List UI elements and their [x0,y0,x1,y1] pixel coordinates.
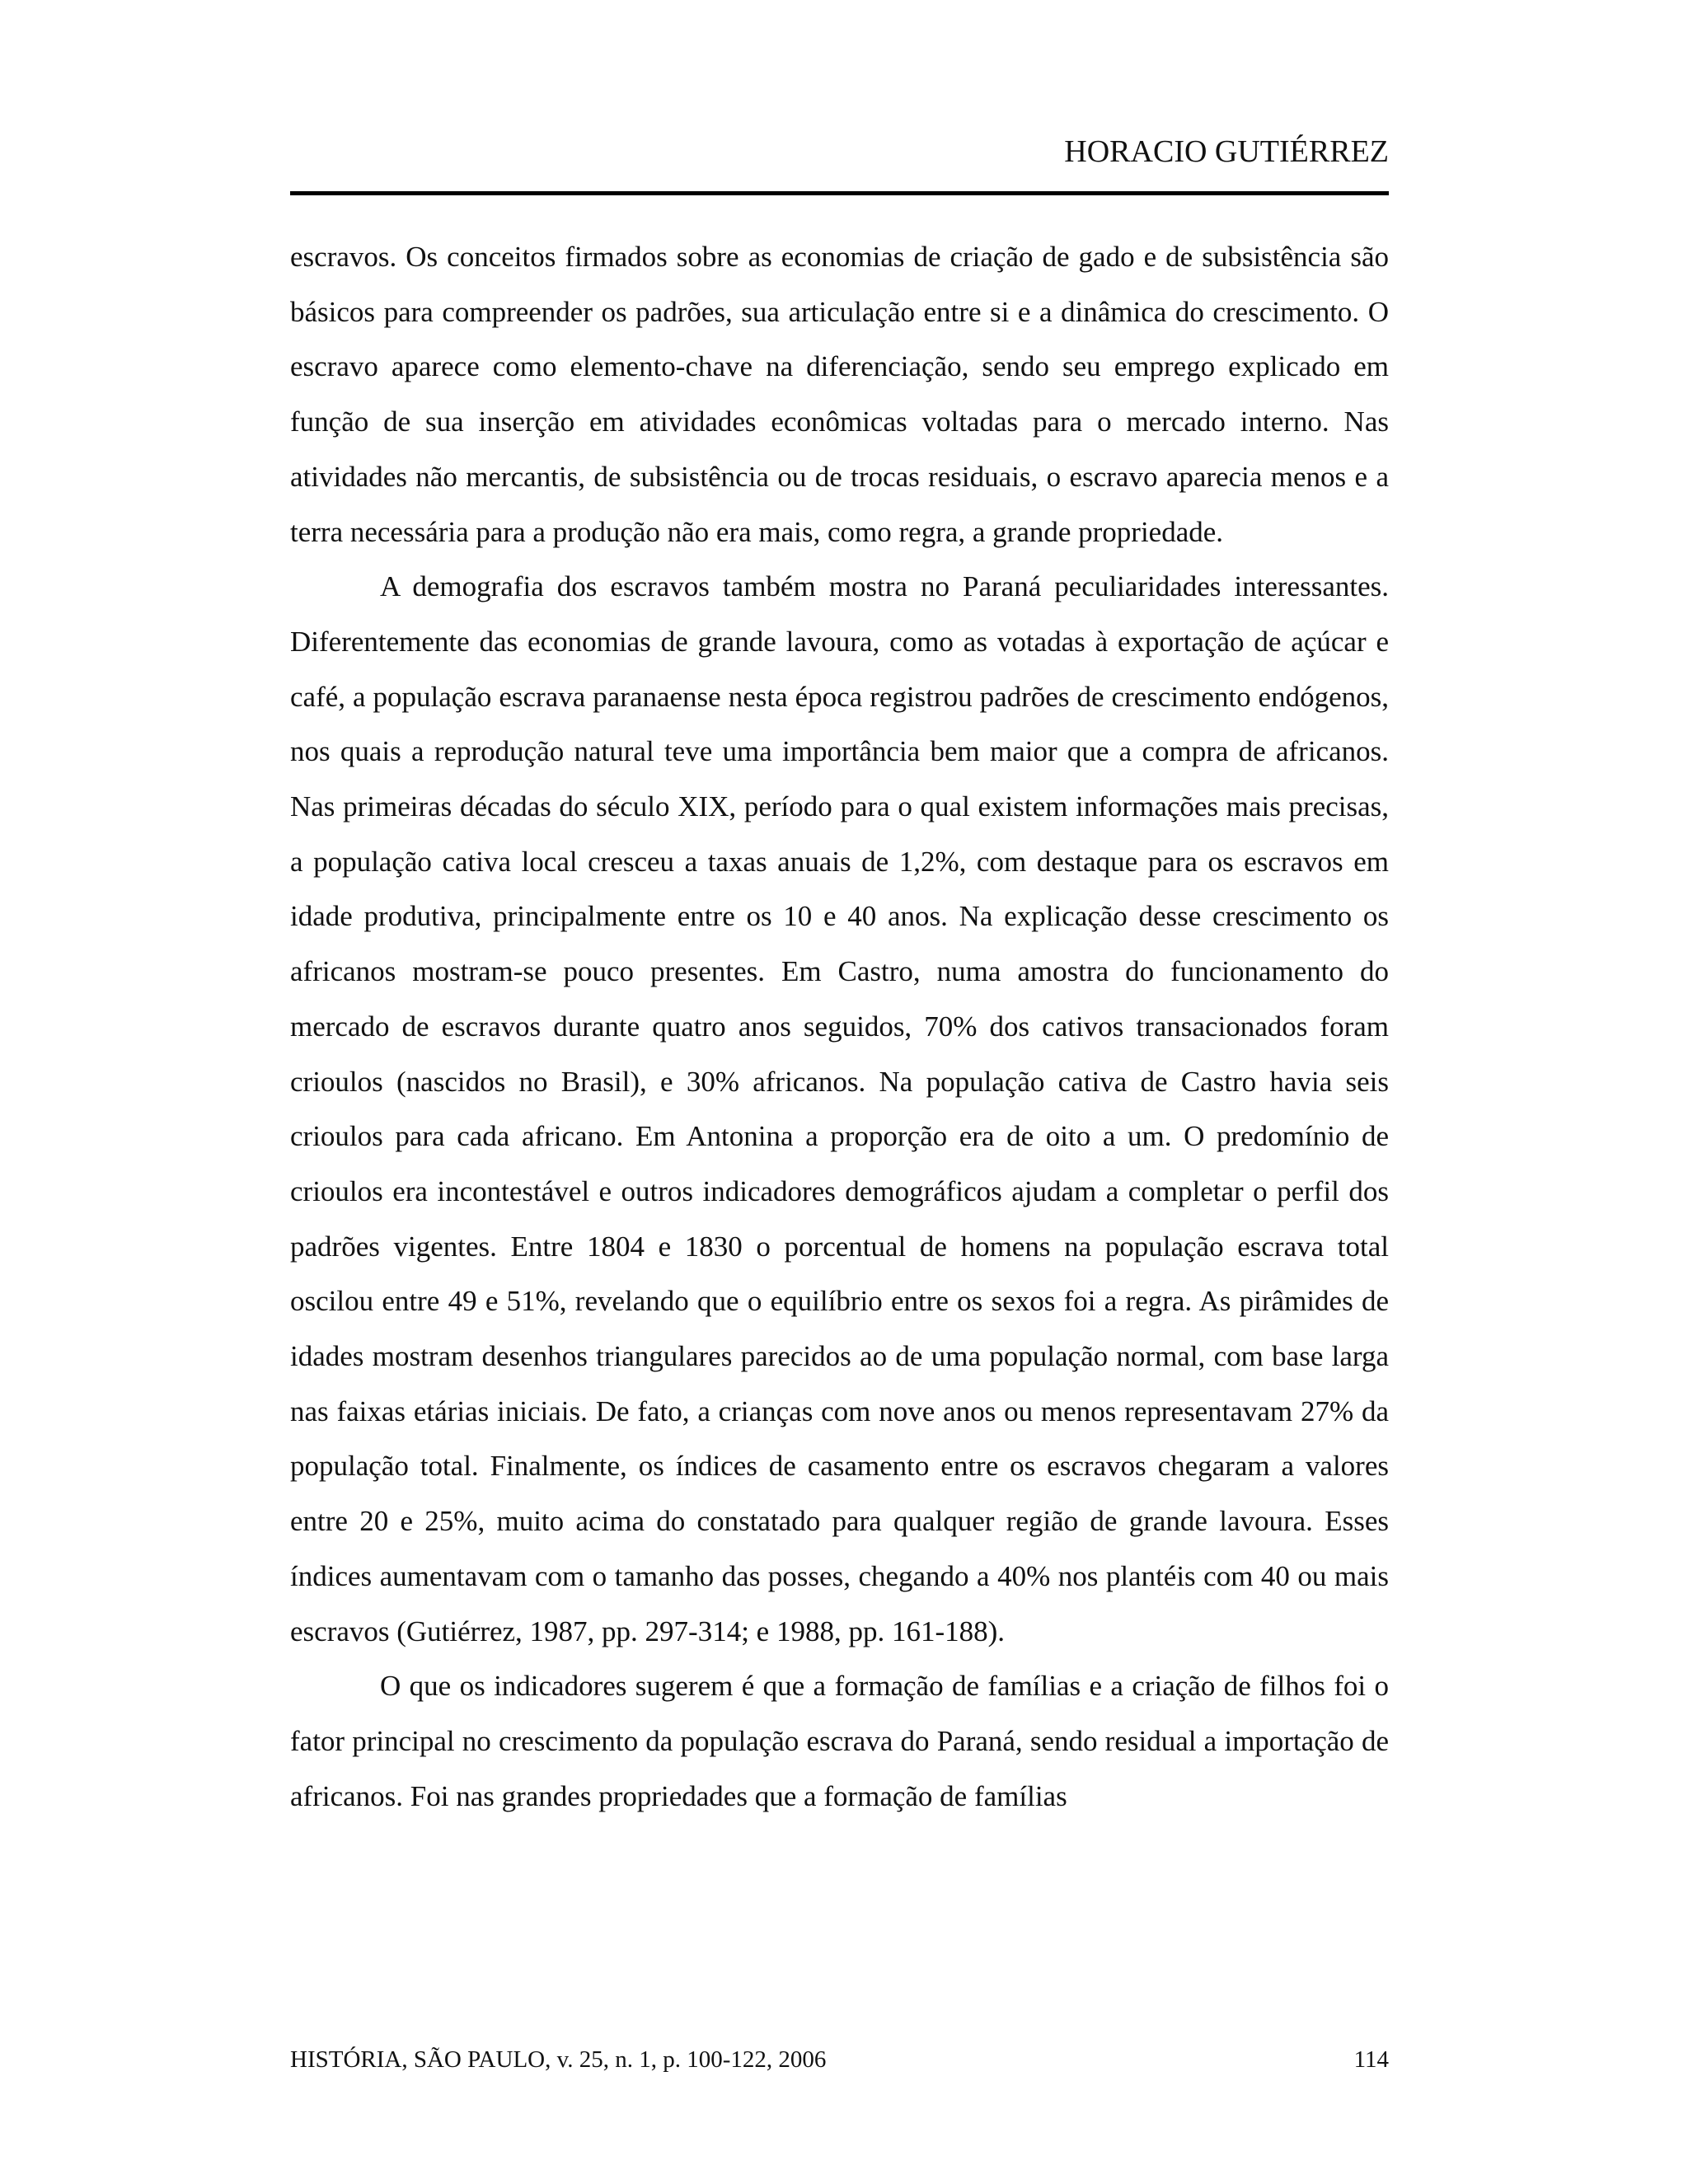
journal-citation: HISTÓRIA, SÃO PAULO, v. 25, n. 1, p. 100-122, 2006 [290,2046,827,2073]
header-author: HORACIO GUTIÉRREZ [1064,134,1389,169]
paragraph-3: O que os indicadores sugerem é que a formação de famílias e a criação de filhos foi o fator principal no crescimento da população escrava do Paraná, sendo residual a importação de africanos. Foi nas grandes propriedades que a formação de famílias [290,1670,1389,1812]
running-footer [290,2039,1389,2080]
article-body [290,230,1389,1824]
page-number: 114 [1353,2046,1389,2073]
paragraph-1: escravos. Os conceitos firmados sobre as economias de criação de gado e de subsistência são básicos para compreender os padrões, sua articulação entre si e a dinâmica do crescimento. O escravo aparece como elemento-chave na diferenciação, sendo seu emprego explicado em função de sua inserção em atividades econômicas voltadas para o mercado interno. Nas atividades não mercantis, de subsistência ou de trocas residuais, o escravo aparecia menos e a terra necessária para a produção não era mais, como regra, a grande propriedade. [290,241,1389,548]
running-header [290,132,1389,195]
paragraph-2: A demografia dos escravos também mostra no Paraná peculiaridades interessantes. Diferentemente das economias de grande lavoura, como as votadas à exportação de açúcar e café, a população escrava paranaense nesta época registrou padrões de crescimento endógenos, nos quais a reprodução natural teve uma importância bem maior que a compra de africanos. Nas primeiras décadas do século XIX, período para o qual existem informações mais precisas, a população cativa local cresceu a taxas anuais de 1,2%, com destaque para os escravos em idade produtiva, principalmente entre os 10 e 40 anos. Na explicação desse crescimento os africanos mostram-se pouco presentes. Em Castro, numa amostra do funcionamento do mercado de escravos durante quatro anos seguidos, 70% dos cativos transacionados foram crioulos (nascidos no Brasil), e 30% africanos. Na população cativa de Castro havia seis crioulos para cada africano. Em Antonina a proporção era de oito a um. O predomínio de crioulos era incontestável e outros indicadores demográficos ajudam a completar o perfil dos padrões vigentes. Entre 1804 e 1830 o porcentual de homens na população escrava total oscilou entre 49 e 51%, revelando que o equilíbrio entre os sexos foi a regra. As pirâmides de idades mostram desenhos triangulares parecidos ao de uma população normal, com base larga nas faixas etárias iniciais. De fato, a crianças com nove anos ou menos representavam 27% da população total. Finalmente, os índices de casamento entre os escravos chegaram a valores entre 20 e 25%, muito acima do constatado para qualquer região de grande lavoura. Esses índices aumentavam com o tamanho das posses, chegando a 40% nos plantéis com 40 ou mais escravos (Gutiérrez, 1987, pp. 297-314; e 1988, pp. 161-188). [290,570,1389,1647]
